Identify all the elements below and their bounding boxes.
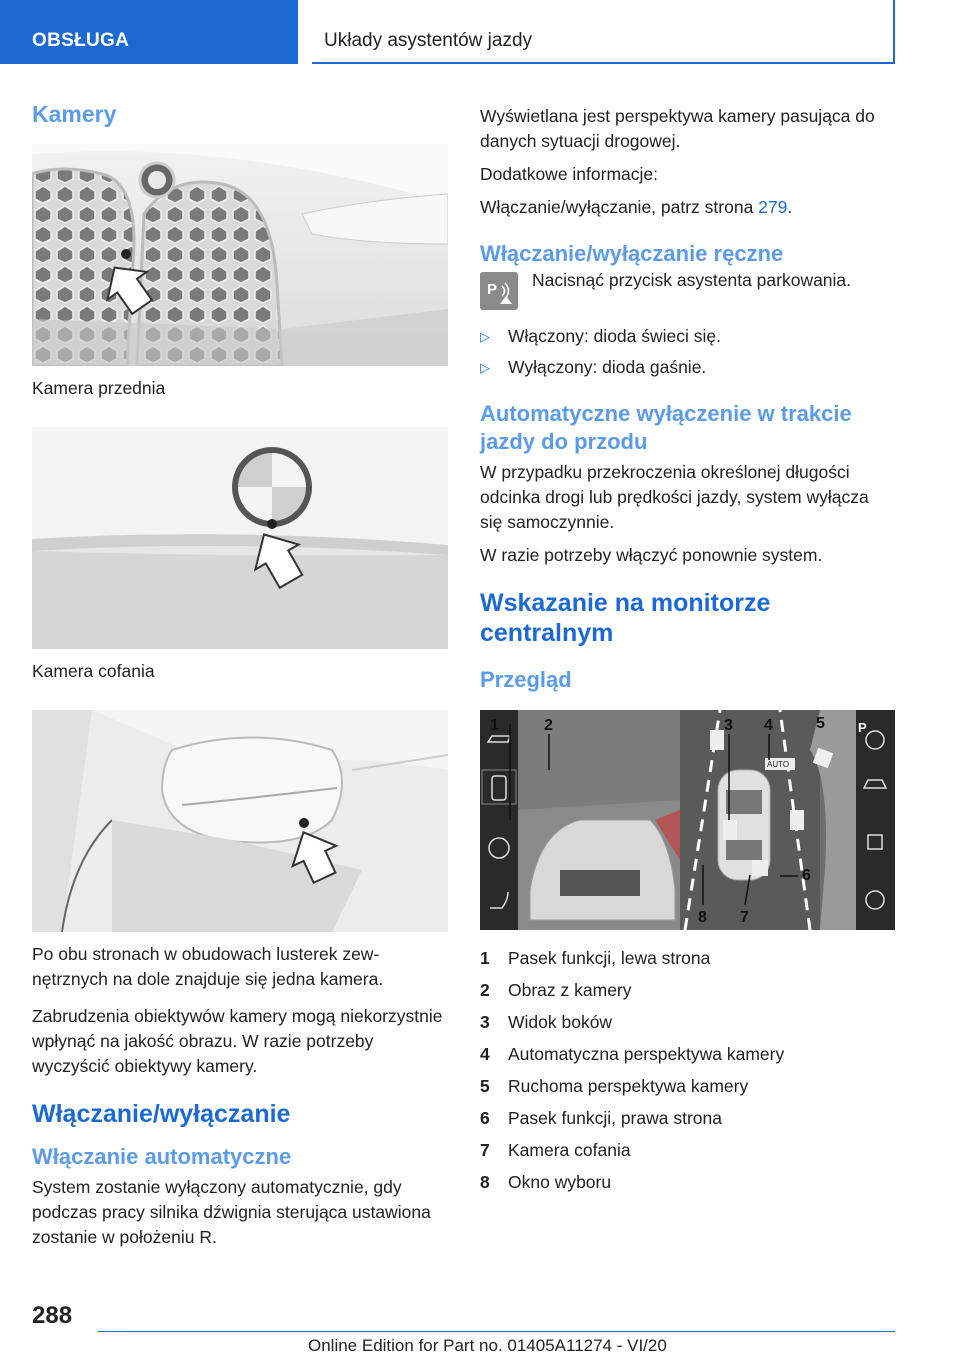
svg-text:P: P [858,720,867,735]
list-item: 3 Widok boków [480,1012,613,1032]
list-item: 8 Okno wyboru [480,1172,612,1192]
front-camera-image [32,144,448,366]
paragraph-reactivate: W razie potrzeby włączyć ponownie system. [480,545,823,565]
list-item: ▷ Włączony: dioda świeci się. [480,324,895,349]
list-item: 6 Pasek funkcji, prawa strona [480,1108,722,1128]
paragraph-lens-cleaning: Zabrudzenia obiektywów kamery mogą niekorzystnie wpłynąć na jakość obrazu. W razie potrzeby wyczyścić obiektywy kamery. [32,1006,443,1076]
svg-text:8: 8 [698,909,707,926]
caption-rear-camera: Kamera cofania [32,661,155,681]
button-instruction-text: Nacisnąć przycisk asystenta parkowania. [532,270,852,290]
right-column [480,100,895,1198]
central-display-screenshot [480,710,895,930]
paragraph-mirror-cameras: Po obu stronach w obudowach lusterek zewnętrznych na dole znajduje się jedna kamera. [32,944,384,989]
section-title: OBSŁUGA [32,30,130,51]
svg-text:1: 1 [490,717,499,734]
park-assist-button-icon [480,272,518,310]
paragraph-more-info: Dodatkowe informacje: [480,164,658,184]
svg-text:2: 2 [544,717,553,734]
footer-divider [98,1331,895,1332]
list-item: 7 Kamera cofania [480,1140,631,1160]
section-tab [0,0,298,64]
left-column [32,100,448,1250]
svg-text:4: 4 [764,717,773,734]
rear-camera-image [32,427,448,649]
paragraph-auto-off: W przypadku przekroczenia określonej długości odcinka drogi lub prędkości jazdy, system wyłącza się samoczynnie. [480,462,869,532]
list-item: 1 Pasek funkcji, lewa strona [480,948,711,968]
svg-text:P: P [487,281,498,298]
triangle-bullet-icon: ▷ [480,329,490,344]
footer-edition: Online Edition for Part no. 01405A11274 - VI/20 [308,1336,667,1355]
heading-on-off: Włączanie/wyłączanie [32,1100,291,1128]
list-item: ▷ Wyłączony: dioda gaśnie. [480,355,895,380]
page-number: 288 [32,1302,73,1329]
paragraph-perspective: Wyświetlana jest perspektywa kamery pasująca do danych sytuacji drogowej. [480,106,875,151]
caption-front-camera: Kamera przednia [32,378,166,398]
paragraph-auto-on: System zostanie wyłączony automatycznie, gdy podczas pracy silnika dźwignia sterująca ustawiona zostanie w położeniu R. [32,1177,431,1247]
chapter-title: Układy asystentów jazdy [324,30,533,51]
heading-overview: Przegląd [480,667,572,692]
svg-text:7: 7 [740,909,749,926]
list-item: 5 Ruchoma perspektywa kamery [480,1076,749,1096]
auto-label: AUTO [767,760,790,769]
svg-text:6: 6 [802,867,811,884]
mirror-camera-image [32,710,448,932]
see-page-text: Włączanie/wyłączanie, patrz strona [480,197,759,217]
page-link[interactable]: 279 [758,197,788,217]
button-instruction [480,272,895,310]
led-status-list [480,324,895,380]
heading-central-display: Wskazanie na monitorze centralnym [480,589,771,647]
svg-text:5: 5 [816,715,825,732]
heading-auto-off: Automatyczne wyłączenie w trakcie jazdy do przodu [480,401,852,454]
see-page-end: . [787,197,793,217]
triangle-bullet-icon: ▷ [480,360,490,375]
heading-cameras: Kamery [32,101,117,127]
heading-manual-on-off: Włączanie/wyłączanie ręczne [480,241,784,266]
heading-auto-on: Włączanie automatyczne [32,1144,292,1169]
legend-list [480,942,895,1198]
paragraph-see-page [480,195,895,220]
list-item: 4 Automatyczna perspektywa kamery [480,1044,785,1064]
svg-text:3: 3 [724,717,733,734]
list-item: 2 Obraz z kamery [480,980,632,1000]
chapter-tab [312,0,895,64]
